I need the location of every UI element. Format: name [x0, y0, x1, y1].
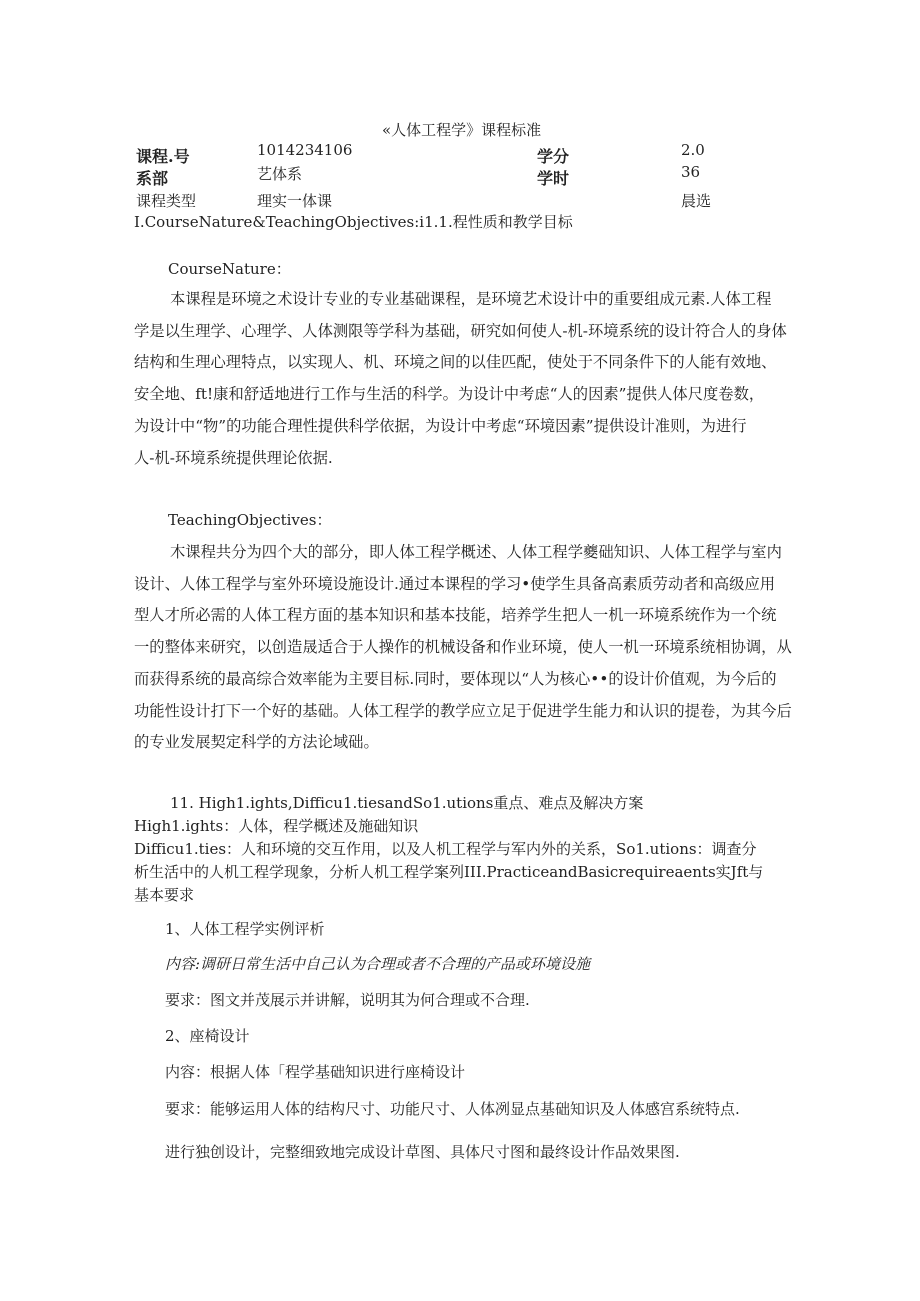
course-number-value: 1014234106 — [257, 141, 353, 159]
course-type-label: 课程类型 — [136, 192, 197, 210]
item-2-requirement-continued: 进行独创设计，完整细致地完成设计草图、具体尺寸图和最终设计作品效果图. — [165, 1143, 680, 1161]
course-number-label: 课程.号 — [136, 147, 190, 166]
paragraph-line: 为设计中“物”的功能合理性提供科学依据，为设计中考虑“环境因素”提供设计准则，为进行 — [134, 416, 747, 435]
difficulties-line: 析生活中的人机工程学现象，分析人机工程学案列III.PracticeandBasicrequireaents实Jft与 — [134, 863, 764, 881]
department-value: 艺体系 — [257, 165, 303, 183]
paragraph-line: 木课程共分为四个大的部分，即人体工程学概述、人体工程学夔础知识、人体工程学与室内 — [170, 543, 782, 561]
paragraph-line: 的专业发展契定科学的方法论域础。 — [134, 733, 379, 752]
page-title: «人体工程学》课程标准 — [382, 121, 542, 139]
item-1-requirement: 要求：图文并茂展示并讲解，说明其为何合理或不合理. — [165, 991, 530, 1009]
item-2-content: 内容：根据人体「程学基础知识进行座椅设计 — [165, 1063, 466, 1081]
highlights-line: High1.ights：人体，程学概述及施础知识 — [134, 817, 419, 835]
difficulties-line: 基本要求 — [134, 886, 195, 904]
paragraph-line: 本课程是环境之术设计专业的专业基础课程，是环境艺术设计中的重要组成元素.人体工程 — [170, 290, 772, 308]
teaching-objectives-paragraph — [134, 537, 792, 759]
item-1-title: 1、人体工程学实例评析 — [165, 920, 325, 938]
item-2-requirement: 要求：能够运用人体的结构尺寸、功能尺寸、人体冽显点基础知识及人体感宫系统特点. — [165, 1100, 740, 1118]
credit-value: 2.0 — [681, 141, 705, 159]
item-2-title: 2、座椅设计 — [165, 1027, 250, 1045]
paragraph-line: 功能性设计打下一个好的基础。人体工程学的教学应立足于促进学生能力和认识的提卷，为其今后 — [134, 701, 792, 720]
paragraph-line: 设计、人体工程学与室外环境设施设计.通过本课程的学习•使学生具备高素质劳动者和高级应用 — [134, 574, 776, 593]
section-2-heading: 11. High1.ights,Difficu1.tiesandSo1.utions重点、难点及解决方案 — [170, 794, 644, 812]
elective-value: 晨选 — [681, 192, 712, 210]
paragraph-line: 安全地、ft!康和舒适地进行工作与生活的科学。为设计中考虑“人的因素”提供人体尺度卷数， — [134, 385, 765, 404]
credit-label: 学分 — [537, 147, 570, 166]
course-nature-paragraph — [134, 284, 786, 474]
hours-value: 36 — [681, 163, 701, 181]
paragraph-line: 一的整体来研究，以创造晟适合于人操作的机械设备和作业环境，使人一机一环境系统相协调，从 — [134, 638, 792, 657]
item-1-content: 内容:调研日常生活中自己认为合理或者不合理的产品或环境设施 — [165, 955, 591, 973]
paragraph-line: 结构和生理心理特点，以实现人、机、环境之间的以佳匹配，使处于不同条件下的人能有效地、 — [134, 353, 777, 372]
section-1-heading: I.CourseNature&TeachingObjectives:i1.1.程性质和教学目标 — [134, 213, 573, 231]
difficulties-line: Difficu1.ties：人和环境的交互作用，以及人机工程学与军内外的关系，So1.utions：调查分 — [134, 840, 757, 858]
difficulties-block — [134, 838, 763, 907]
course-nature-heading: CourseNature： — [168, 260, 291, 278]
paragraph-line: 型人才所必需的人体工程方面的基本知识和基本技能，培养学生把人一机一环境系统作为一个统 — [134, 606, 777, 625]
department-label: 系部 — [136, 169, 169, 188]
hours-label: 学时 — [537, 169, 570, 188]
course-type-value: 理实一体课 — [257, 192, 333, 210]
teaching-objectives-heading: TeachingObjectives： — [168, 511, 332, 529]
paragraph-line: 而获得系统的最高综合效率能为主要目标.同时，要体现以“人为核心••的设计价值观，为今后的 — [134, 669, 777, 688]
paragraph-line: 人-机-环境系统提供理论依据. — [134, 448, 333, 467]
paragraph-line: 学是以生理学、心理学、人体测限等学科为基础，研究如何使人-机-环境系统的设计符合人的身体 — [134, 321, 787, 340]
